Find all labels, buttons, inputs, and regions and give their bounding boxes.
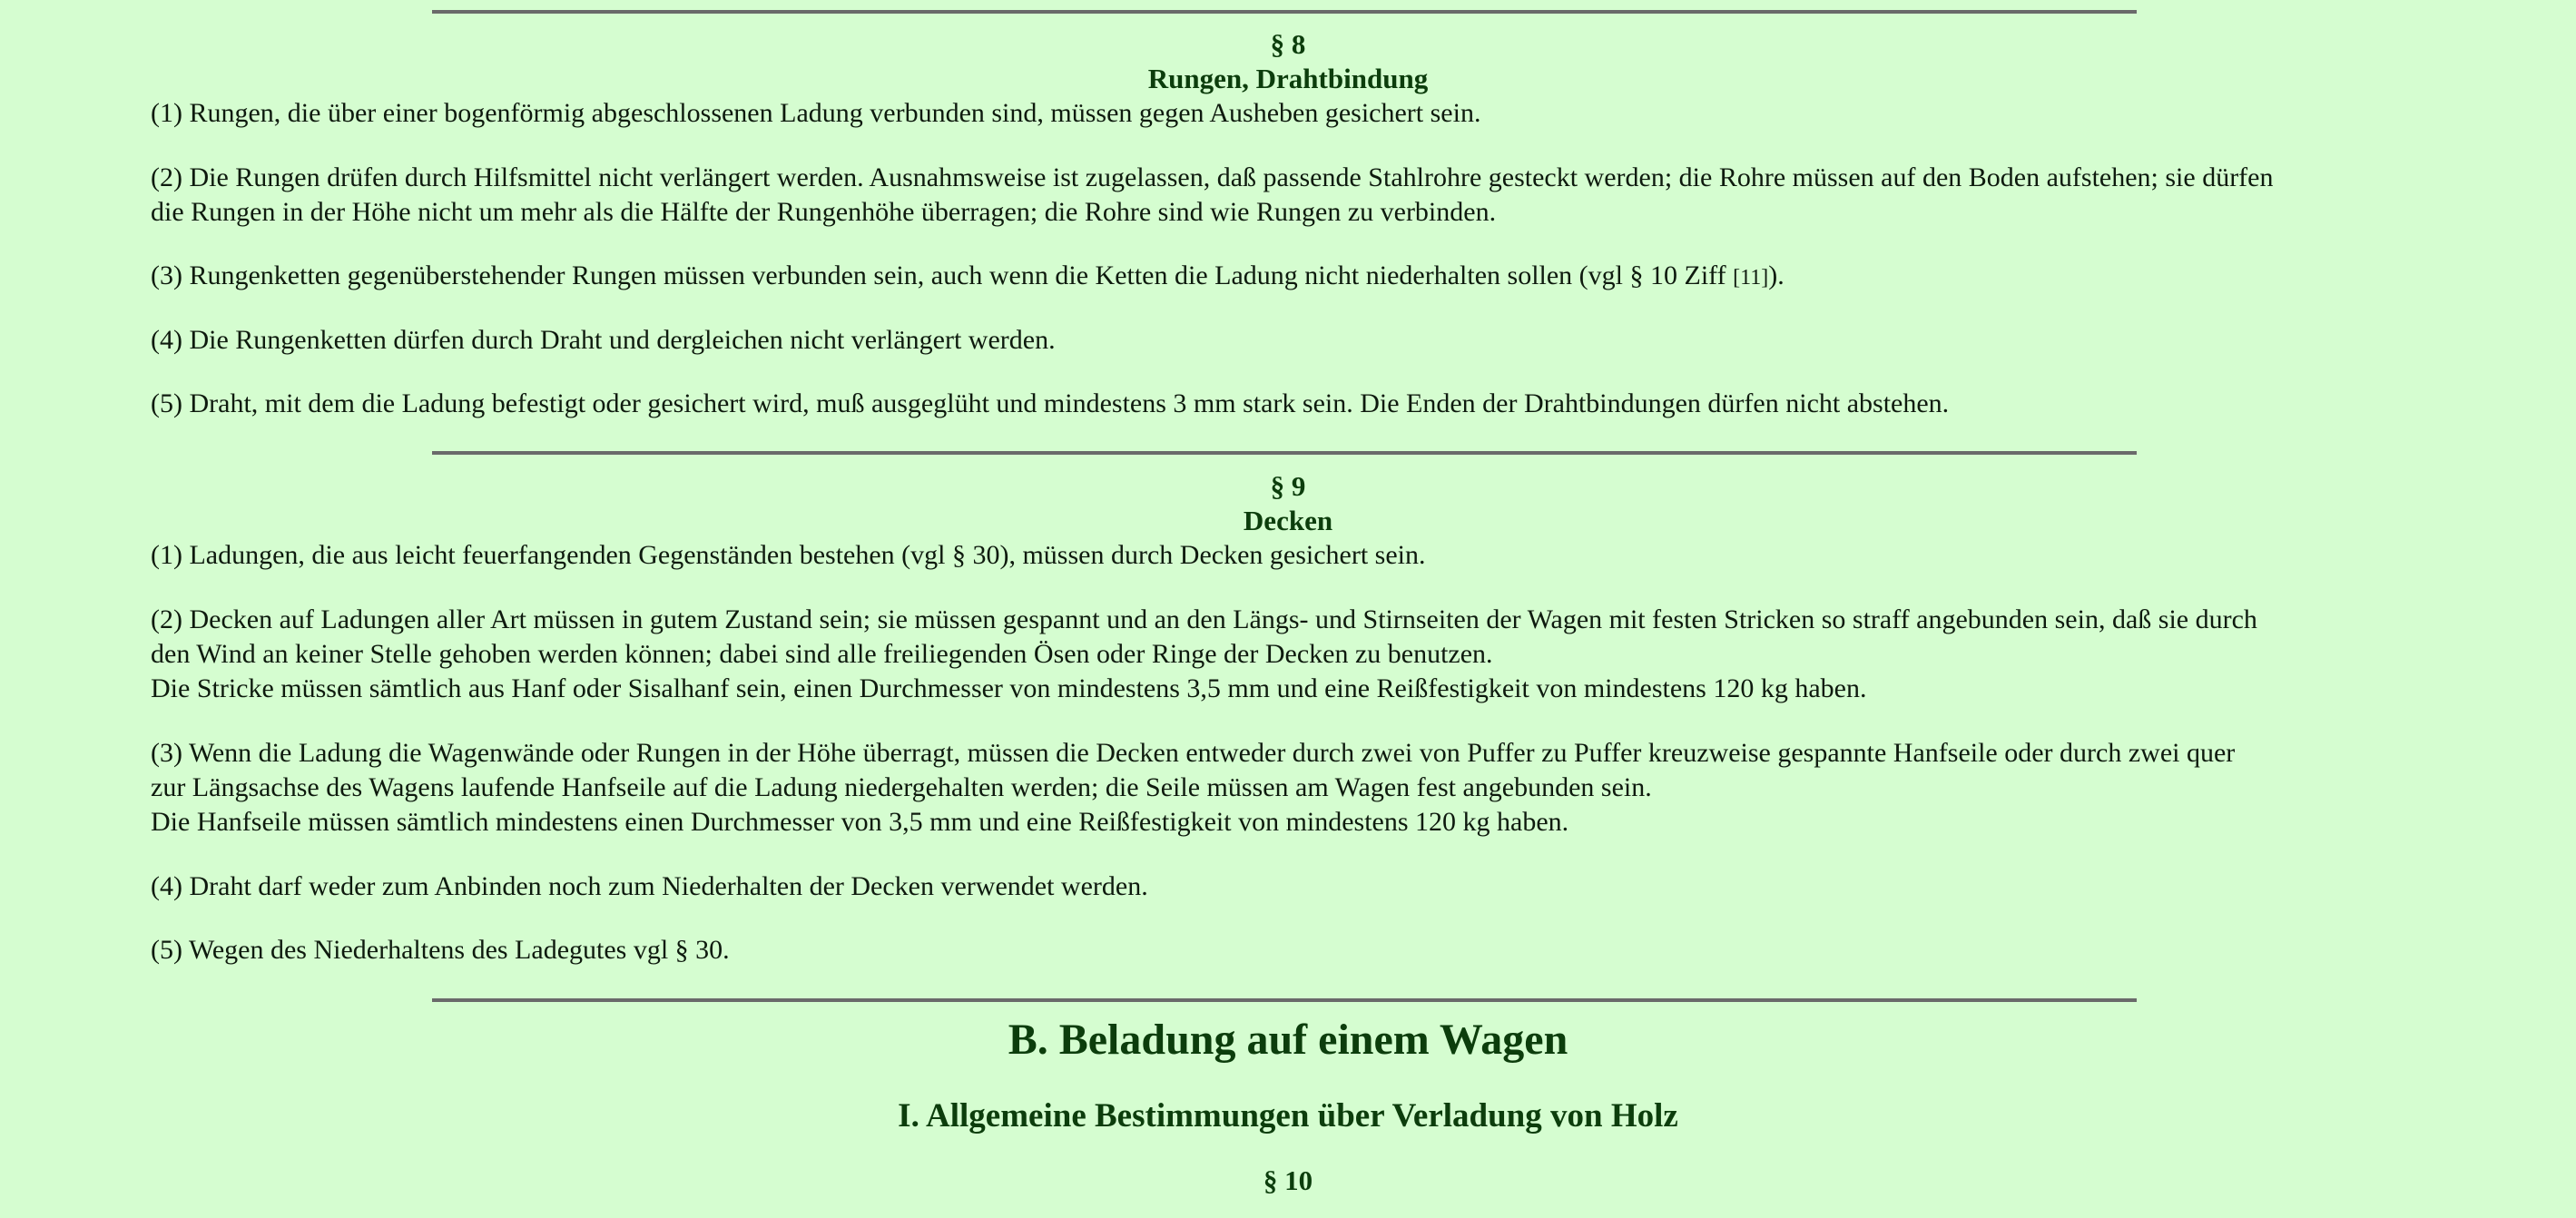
paragraph bbox=[151, 538, 2438, 573]
section-title: Decken bbox=[1243, 505, 1333, 536]
paragraph-line: die Rungen in der Höhe nicht um mehr als die Hälfte der Rungenhöhe überragen; die Rohre sind wie Rungen zu verbinden. bbox=[151, 197, 1497, 227]
paragraph-line: Die Hanfseile müssen sämtlich mindestens einen Durchmesser von 3,5 mm und eine Reißfestigkeit von mindestens 120 kg haben. bbox=[151, 807, 1569, 837]
footnote-link[interactable]: [11] bbox=[1733, 266, 1769, 290]
paragraph bbox=[151, 736, 2438, 840]
paragraph-line: (4) Draht darf weder zum Anbinden noch zum Niederhalten der Decken verwendet werden. bbox=[151, 871, 1148, 901]
paragraph-line: (4) Die Rungenketten dürfen durch Draht und dergleichen nicht verlängert werden. bbox=[151, 325, 1056, 355]
paragraph-line: Die Stricke müssen sämtlich aus Hanf oder Sisalhanf sein, einen Durchmesser von mindestens 3,5 mm und eine Reißfestigkeit von mindestens 120 kg haben. bbox=[151, 673, 1867, 703]
paragraph-line: (5) Draht, mit dem die Ladung befestigt oder gesichert wird, muß ausgeglüht und mindestens 3 mm stark sein. Die Enden der Drahtbindungen dürfen nicht abstehen. bbox=[151, 388, 1950, 418]
chapter-heading: I. Allgemeine Bestimmungen über Verladung von Holz bbox=[898, 1097, 1678, 1135]
paragraph bbox=[151, 323, 2438, 358]
paragraph-text: (3) Rungenketten gegenüberstehender Rungen müssen verbunden sein, auch wenn die Ketten die Ladung nicht niederhalten sollen (vgl § 10 Ziff bbox=[151, 260, 1734, 290]
section-number: § 10 bbox=[1263, 1164, 1313, 1196]
section-divider bbox=[432, 451, 2137, 455]
paragraph-line: (2) Decken auf Ladungen aller Art müssen in gutem Zustand sein; sie müssen gespannt und an den Längs- und Stirnseiten der Wagen mit festen Stricken so straff angebunden sein, daß sie durch bbox=[151, 604, 2257, 634]
paragraph-line: den Wind an keiner Stelle gehoben werden können; dabei sind alle freiliegenden Ösen oder Ringe der Decken zu benutzen. bbox=[151, 639, 1493, 669]
paragraph-line: zur Längsachse des Wagens laufende Hanfseile auf die Ladung niedergehalten werden; die Seile müssen am Wagen fest angebunden sein. bbox=[151, 772, 1652, 802]
paragraph bbox=[151, 387, 2438, 421]
part-heading: B. Beladung auf einem Wagen bbox=[1008, 1016, 1568, 1064]
paragraph-line: (5) Wegen des Niederhaltens des Ladegutes vgl § 30. bbox=[151, 935, 730, 965]
paragraph bbox=[151, 933, 2438, 968]
paragraph-line: (1) Ladungen, die aus leicht feuerfangenden Gegenständen bestehen (vgl § 30), müssen durch Decken gesichert sein. bbox=[151, 540, 1426, 570]
paragraph-text: ). bbox=[1768, 260, 1785, 290]
paragraph bbox=[151, 259, 2438, 295]
paragraph-line: (3) Wenn die Ladung die Wagenwände oder Rungen in der Höhe überragt, müssen die Decken entweder durch zwei von Puffer zu Puffer kreuzweise gespannte Hanfseile oder durch zwei quer bbox=[151, 738, 2236, 768]
section-number: § 9 bbox=[1270, 470, 1306, 502]
paragraph-line: (1) Rungen, die über einer bogenförmig abgeschlossenen Ladung verbunden sind, müssen gegen Ausheben gesichert sein. bbox=[151, 98, 1481, 128]
paragraph-line: (2) Die Rungen drüfen durch Hilfsmittel nicht verlängert werden. Ausnahmsweise ist zugelassen, daß passende Stahlrohre gesteckt werden; die Rohre müssen auf den Boden aufstehen; sie dürfen bbox=[151, 162, 2274, 192]
paragraph bbox=[151, 869, 2438, 904]
section-number: § 8 bbox=[1270, 28, 1306, 60]
paragraph bbox=[151, 96, 2438, 131]
paragraph bbox=[151, 603, 2438, 706]
section-divider bbox=[432, 10, 2137, 14]
paragraph bbox=[151, 161, 2438, 230]
section-divider bbox=[432, 998, 2137, 1002]
section-title: Rungen, Drahtbindung bbox=[1147, 63, 1429, 94]
